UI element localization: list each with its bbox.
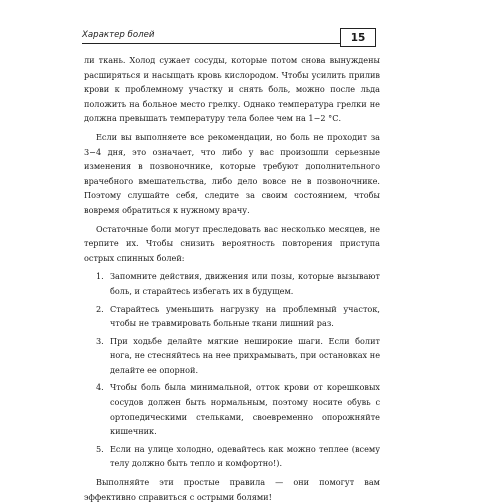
list-item — [84, 302, 380, 331]
running-header-title: Характер болей — [82, 30, 155, 40]
paragraph-recommendations: Если вы выполняете все рекомендации, но боль не проходит за 3−4 дня, это означает, что либо у вас произошли серьезные изменения в позвоночнике, которые требуют дополнительного врачебного вмешательства, либо дело вовсе не в позвоночнике. Поэтому слушайте себя, следите за своим состоянием, чтобы вовремя обратиться к нужному врачу. — [84, 131, 380, 215]
page-number: 15 — [350, 31, 366, 44]
list-item-number: 1. — [96, 271, 104, 282]
list-item — [84, 269, 380, 298]
header-rule — [82, 43, 340, 44]
paragraph-residual-pain: Остаточные боли могут преследовать вас несколько месяцев, не терпите их. Чтобы снизить вероятность повторения приступа острых спинных болей: — [84, 223, 380, 263]
list-item-text: Старайтесь уменьшить нагрузку на проблемный участок, чтобы не травмировать больные ткани лишний раз. — [110, 303, 380, 329]
list-item — [84, 334, 380, 378]
prevention-list — [84, 269, 380, 471]
list-item-number: 4. — [96, 382, 104, 393]
list-item — [84, 442, 380, 471]
list-item-text: Если на улице холодно, одевайтесь как можно теплее (всему телу должно быть тепло и комфортно!). — [110, 443, 380, 469]
list-item-text: При ходьбе делайте мягкие неширокие шаги. Если болит нога, не стесняйтесь на нее прихрамывать, при остановках не делайте ее опорной. — [110, 335, 380, 375]
list-item-text: Запомните действия, движения или позы, которые вызывают боль, и старайтесь избегать их в будущем. — [110, 271, 380, 296]
paragraph-continuation: ли ткань. Холод сужает сосуды, которые потом снова вынуждены расширяться и насыщать кровь кислородом. Чтобы усилить прилив крови к проблемному участку и снять боль, можно после льда положить на больное место грелку. Однако температура грелки не должна превышать температуру тела более чем на 1−2 °С. — [84, 55, 380, 124]
page-body — [84, 53, 380, 504]
list-item-number: 2. — [96, 303, 104, 314]
list-item — [84, 380, 380, 438]
list-item-text: Чтобы боль была минимальной, отток крови от корешковых сосудов должен быть нормальным, поэтому носите обувь с ортопедическими стельками, своевременно опорожняйте кишечник. — [110, 382, 380, 437]
page-header — [82, 28, 376, 48]
paragraph-closing: Выполняйте эти простые правила — они помогут вам эффективно справиться с острыми болями! — [84, 477, 380, 502]
list-item-number: 3. — [96, 335, 104, 346]
list-item-number: 5. — [96, 443, 104, 454]
page-number-box — [340, 28, 376, 47]
